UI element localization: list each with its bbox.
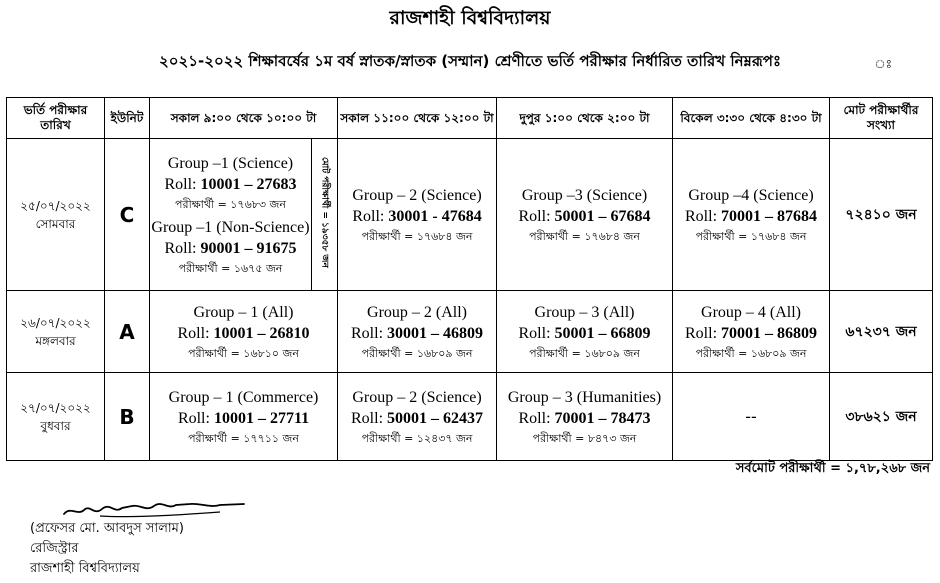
exam-date: ২৫/০৭/২০২২ [20,198,91,213]
slot1-cell [150,291,338,373]
group-name: Group – 1 (Commerce) [168,388,319,406]
roll-range [497,408,672,430]
table-row [7,139,933,291]
slot2-cell [338,139,497,291]
roll-range [338,206,496,228]
signatory-org: রাজশাহী বিশ্ববিদ্যালয় [30,561,140,576]
roll-range [338,323,496,345]
candidate-count: পরীক্ষার্থী = ১৬৮১০ জন [188,346,299,360]
group-name: Group –3 (Science) [521,186,648,204]
roll-range [673,206,829,228]
signatory-title: রেজিস্ট্রার [30,541,79,556]
roll-value: 50001 – 66809 [554,324,651,342]
signatory-block [30,519,184,579]
exam-date: ২৬/০৭/২০২২ [20,315,91,330]
roll-range [673,323,829,345]
roll-range [150,238,311,260]
roll-value: 10001 – 26810 [213,324,310,342]
roll-label: Roll: [518,324,551,342]
notice-subtitle: ২০২১-২০২২ শিক্ষাবর্ষের ১ম বর্ষ স্নাতক/স্নাতক (সম্মান) শ্রেণীতে ভর্তি পরীক্ষার নির্ধারিত তারিখ নিম্নরূপঃ [159,52,781,70]
candidate-count: পরীক্ষার্থী = ১৭৬৮৪ জন [361,229,473,243]
roll-value: 50001 – 67684 [554,207,651,225]
roll-label: Roll: [518,207,551,225]
date-cell [7,373,105,461]
header-unit: ইউনিট [105,98,150,139]
candidate-count: পরীক্ষার্থী = ১৬৮০৯ জন [529,346,640,360]
exam-schedule-table [6,97,933,461]
table-header-row [7,98,933,139]
date-cell [7,139,105,291]
slot1-cell [150,139,312,291]
slot4-empty-cell: -- [673,373,830,461]
group-name: Group –1 (Science) [167,154,294,172]
group-name: Group – 3 (All) [534,303,635,321]
roll-value: 70001 – 86809 [721,324,818,342]
roll-label: Roll: [685,324,718,342]
slot3-cell [497,139,673,291]
roll-label: Roll: [518,409,551,427]
candidate-count: পরীক্ষার্থী = ১৭৭১১ জন [188,431,299,445]
table-row [7,373,933,461]
date-cell [7,291,105,373]
signatory-name: (প্রফেসর মো. আবদুস সালাম) [30,521,184,536]
exam-day: মঙ্গলবার [35,333,76,348]
roll-range [338,408,496,430]
roll-value: 50001 – 62437 [387,409,484,427]
roll-label: Roll: [352,207,385,225]
candidate-count: পরীক্ষার্থী = ১৭৬৮৪ জন [529,229,640,243]
group-name: Group – 1 (All) [193,303,294,321]
roll-label: Roll: [177,409,210,427]
roll-value: 10001 – 27711 [213,409,310,427]
candidate-count: পরীক্ষার্থী = ৮৪৭৩ জন [532,431,637,445]
roll-range [150,323,337,345]
unit-cell: A [105,291,150,373]
exam-day: বুধবার [40,418,71,433]
roll-value: 10001 – 27683 [200,175,297,193]
header-slot4: বিকেল ৩:৩০ থেকে ৪:৩০ টা [673,98,830,139]
candidate-count: পরীক্ষার্থী = ১৭৬৮৩ জন [175,197,286,211]
slot3-cell [497,373,673,461]
candidate-count: পরীক্ষার্থী = ১৭৬৮৪ জন [695,229,807,243]
roll-label: Roll: [164,175,197,193]
slot1-side-cell [312,139,338,291]
roll-range [497,206,672,228]
roll-range [497,323,672,345]
table-row [7,291,933,373]
exam-day: সোমবার [35,216,76,231]
unit-cell: C [105,139,150,291]
roll-range [150,174,311,196]
candidate-count: পরীক্ষার্থী = ১৬৭৫ জন [178,261,283,275]
header-total: মোট পরীক্ষার্থীর সংখ্যা [830,98,933,139]
roll-value: 90001 – 91675 [200,239,297,257]
group-name: Group – 4 (All) [701,303,801,321]
slot4-cell [673,139,830,291]
header-slot2: সকাল ১১:০০ থেকে ১২:০০ টা [338,98,497,139]
roll-value: 30001 – 46809 [387,324,484,342]
group-name: Group – 2 (Science) [352,388,482,406]
header-date: ভর্তি পরীক্ষার তারিখ [7,98,105,139]
corner-mark: ঃ [874,57,892,71]
header-slot3: দুপুর ১:০০ থেকে ২:০০ টা [497,98,673,139]
candidate-count: পরীক্ষার্থী = ১৬৮০৯ জন [695,346,807,360]
group-name: Group –4 (Science) [688,186,814,204]
total-cell: ৩৮৬২১ জন [830,373,933,461]
roll-value: 70001 – 87684 [721,207,818,225]
page-title: রাজশাহী বিশ্ববিদ্যালয় [389,7,551,29]
candidate-count: পরীক্ষার্থী = ১৬৮০৯ জন [361,346,473,360]
total-cell: ৭২৪১০ জন [830,139,933,291]
grand-total: সর্বমোট পরীক্ষার্থী = ১,৭৮,২৬৮ জন [735,461,930,476]
roll-label: Roll: [685,207,718,225]
group-name: Group – 2 (Science) [352,186,482,204]
roll-label: Roll: [164,239,197,257]
slot2-cell [338,291,497,373]
slot3-cell [497,291,673,373]
candidate-count: পরীক্ষার্থী = ১২৪৩৭ জন [361,431,473,445]
roll-label: Roll: [177,324,210,342]
unit-cell: B [105,373,150,461]
roll-label: Roll: [351,409,384,427]
roll-label: Roll: [351,324,384,342]
slot2-cell [338,373,497,461]
slot1-cell [150,373,338,461]
exam-date: ২৭/০৭/২০২২ [20,400,91,415]
header-slot1: সকাল ৯:০০ থেকে ১০:০০ টা [150,98,338,139]
group-name: Group – 3 (Humanities) [507,388,662,406]
roll-value: 30001 - 47684 [388,207,482,225]
roll-value: 70001 – 78473 [554,409,651,427]
total-cell: ৬৭২৩৭ জন [830,291,933,373]
group-name: Group –1 (Non-Science) [151,218,310,236]
roll-range [150,408,337,430]
slot1-total-vertical: মোট পরীক্ষার্থী = ১৯৩৫৮ জন [319,157,330,268]
group-name: Group – 2 (All) [367,303,467,321]
slot4-cell [673,291,830,373]
